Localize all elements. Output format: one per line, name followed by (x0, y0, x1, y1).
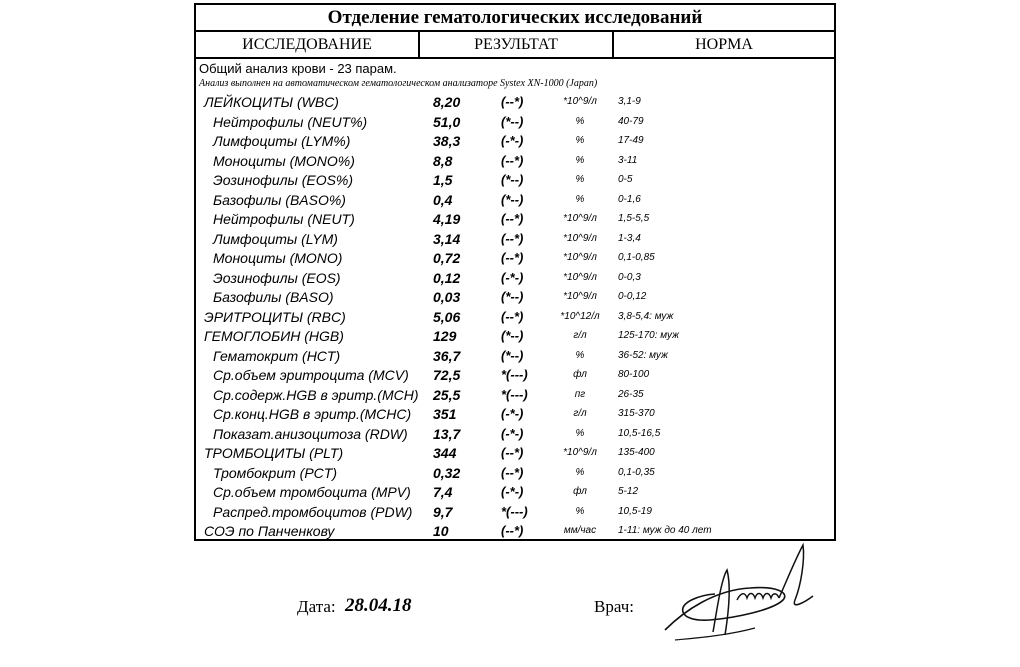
doctor-label: Врач: (594, 597, 634, 616)
result-value: 51,0 (433, 113, 461, 130)
result-flag: (-*-) (501, 133, 524, 148)
table-row (196, 268, 834, 288)
test-name: Гематокрит (HCT) (213, 347, 341, 364)
test-name: Ср.объем эритроцита (MCV) (213, 367, 409, 383)
result-flag: (--*) (501, 523, 524, 538)
result-flag: (*--) (501, 172, 524, 187)
table-row (196, 365, 834, 385)
result-value: 25,5 (433, 386, 461, 403)
table-row (196, 248, 834, 268)
result-value: 0,72 (433, 250, 461, 266)
reference-range: 3,8-5,4: муж (618, 310, 674, 322)
table-row (196, 385, 834, 405)
table-row (196, 307, 834, 327)
result-flag: (--*) (501, 250, 524, 265)
test-name: Моноциты (MONO%) (213, 152, 355, 169)
result-value: 4,19 (433, 211, 461, 227)
result-unit: фл (573, 486, 587, 497)
result-unit: *10^12/л (560, 310, 600, 322)
report-title: Отделение гематологических исследований (196, 5, 834, 32)
reference-range: 0-5 (618, 174, 633, 185)
result-unit: % (575, 466, 585, 478)
reference-range: 0-0,12 (618, 291, 647, 302)
result-value: 3,14 (433, 230, 461, 247)
result-flag: (--*) (501, 464, 524, 480)
analyzer-note: Анализ выполнен на автоматическом гематологическом анализаторе Systex XN-1000 (Japan) (199, 78, 598, 89)
result-unit: % (575, 427, 585, 439)
result-flag: (*--) (501, 113, 524, 129)
result-flag: *(---) (501, 503, 528, 519)
result-value: 8,20 (433, 94, 461, 110)
result-value: 0,4 (433, 191, 453, 208)
test-name: Ср.содерж.HGB в эритр.(MCH) (213, 386, 419, 403)
result-value: 72,5 (433, 367, 461, 383)
result-value: 344 (433, 445, 457, 461)
table-row (196, 170, 834, 190)
table-row (196, 482, 834, 502)
result-unit: % (575, 505, 585, 517)
test-name: СОЭ по Панченкову (204, 523, 335, 539)
result-flag: (*--) (501, 328, 524, 343)
reference-range: 0-0,3 (618, 271, 641, 283)
result-value: 36,7 (433, 347, 461, 364)
result-unit: *10^9/л (563, 271, 597, 283)
test-name: Ср.конц.HGB в эритр.(MCHC) (213, 406, 412, 422)
table-row (196, 131, 834, 151)
result-flag: (--*) (501, 445, 524, 460)
result-unit: *10^9/л (563, 96, 597, 107)
result-flag: (*--) (501, 289, 524, 304)
reference-range: 0,1-0,35 (618, 466, 655, 478)
reference-range: 36-52: муж (618, 349, 668, 361)
result-flag: (--*) (501, 152, 524, 168)
doctor-signature (655, 540, 815, 652)
result-value: 0,32 (433, 464, 461, 481)
result-value: 129 (433, 328, 457, 344)
result-flag: (--*) (501, 211, 524, 226)
test-name: Базофилы (BASO) (213, 289, 334, 305)
result-unit: % (575, 115, 585, 127)
result-unit: г/л (573, 330, 587, 341)
result-value: 8,8 (433, 152, 453, 169)
result-unit: % (575, 135, 585, 146)
column-header-result: РЕЗУЛЬТАТ (420, 32, 614, 59)
analysis-title: Общий анализ крови - 23 парам. (199, 61, 397, 76)
result-value: 13,7 (433, 425, 461, 442)
results-list (196, 92, 834, 541)
table-row (196, 287, 834, 307)
result-unit: фл (573, 369, 587, 380)
result-unit: *10^9/л (563, 232, 597, 244)
result-unit: % (575, 174, 585, 185)
result-unit: % (575, 154, 585, 166)
result-unit: *10^9/л (563, 252, 597, 263)
result-unit: г/л (573, 408, 587, 419)
test-name: Распред.тромбоцитов (PDW) (213, 503, 413, 520)
table-row (196, 502, 834, 522)
table-row (196, 346, 834, 366)
reference-range: 135-400 (618, 447, 655, 458)
result-value: 10 (433, 523, 449, 539)
column-header-test: ИССЛЕДОВАНИЕ (196, 32, 420, 59)
test-name: Эозинофилы (EOS%) (213, 172, 354, 188)
test-name: Тромбокрит (PCT) (213, 464, 337, 481)
test-name: Нейтрофилы (NEUT) (213, 211, 355, 227)
result-flag: *(---) (501, 386, 528, 402)
result-flag: *(---) (501, 367, 528, 382)
table-row (196, 404, 834, 424)
table-row (196, 92, 834, 112)
reference-range: 0,1-0,85 (618, 252, 655, 263)
result-value: 9,7 (433, 503, 453, 520)
date-label: Дата: (297, 597, 336, 616)
reference-range: 40-79 (618, 115, 644, 127)
date-value: 28.04.18 (345, 595, 412, 616)
result-flag: (--*) (501, 94, 524, 109)
result-unit: пг (574, 388, 586, 400)
test-name: Базофилы (BASO%) (213, 191, 346, 208)
result-flag: (--*) (501, 308, 524, 324)
reference-range: 80-100 (618, 369, 650, 380)
result-value: 0,03 (433, 289, 461, 305)
reference-range: 1,5-5,5 (618, 213, 650, 224)
test-name: ЛЕЙКОЦИТЫ (WBC) (204, 94, 339, 110)
reference-range: 315-370 (618, 408, 655, 419)
table-row (196, 424, 834, 444)
table-row (196, 190, 834, 210)
result-unit: *10^9/л (563, 291, 597, 302)
lab-report-table (194, 3, 836, 541)
column-header-norm: НОРМА (614, 32, 834, 59)
table-row (196, 112, 834, 132)
result-flag: (*--) (501, 191, 524, 207)
result-value: 351 (433, 406, 457, 422)
table-row (196, 151, 834, 171)
table-row (196, 443, 834, 463)
test-name: ЭРИТРОЦИТЫ (RBC) (204, 308, 346, 325)
result-flag: (*--) (501, 347, 524, 363)
result-flag: (-*-) (501, 406, 524, 421)
table-row (196, 463, 834, 483)
reference-range: 17-49 (618, 135, 644, 146)
reference-range: 1-11: муж до 40 лет (618, 525, 712, 536)
test-name: Лимфоциты (LYM%) (213, 133, 351, 149)
result-value: 38,3 (433, 133, 461, 149)
test-name: ТРОМБОЦИТЫ (PLT) (204, 445, 344, 461)
result-unit: % (575, 349, 585, 361)
test-name: Нейтрофилы (NEUT%) (213, 113, 368, 130)
reference-range: 10,5-19 (618, 505, 652, 517)
test-name: ГЕМОГЛОБИН (HGB) (204, 328, 344, 344)
result-unit: мм/час (563, 525, 597, 536)
reference-range: 125-170: муж (618, 330, 679, 341)
table-row (196, 229, 834, 249)
result-flag: (--*) (501, 230, 524, 246)
reference-range: 3-11 (618, 154, 638, 166)
table-row (196, 326, 834, 346)
test-name: Моноциты (MONO) (213, 250, 343, 266)
reference-range: 5-12 (618, 486, 639, 497)
result-flag: (-*-) (501, 425, 524, 441)
test-name: Ср.объем тромбоцита (MPV) (213, 484, 411, 500)
test-name: Лимфоциты (LYM) (213, 230, 338, 247)
result-flag: (-*-) (501, 269, 524, 285)
result-unit: *10^9/л (563, 447, 597, 458)
reference-range: 0-1,6 (618, 193, 641, 205)
result-value: 5,06 (433, 308, 461, 325)
result-value: 1,5 (433, 172, 453, 188)
result-unit: *10^9/л (563, 213, 597, 224)
result-flag: (-*-) (501, 484, 524, 499)
test-name: Показат.анизоцитоза (RDW) (213, 425, 408, 442)
reference-range: 26-35 (618, 388, 644, 400)
table-row (196, 209, 834, 229)
reference-range: 1-3,4 (618, 232, 641, 244)
result-value: 0,12 (433, 269, 461, 286)
test-name: Эозинофилы (EOS) (213, 269, 341, 286)
reference-range: 3,1-9 (618, 96, 641, 107)
reference-range: 10,5-16,5 (618, 427, 661, 439)
result-value: 7,4 (433, 484, 453, 500)
result-unit: % (575, 193, 585, 205)
table-row (196, 521, 834, 541)
